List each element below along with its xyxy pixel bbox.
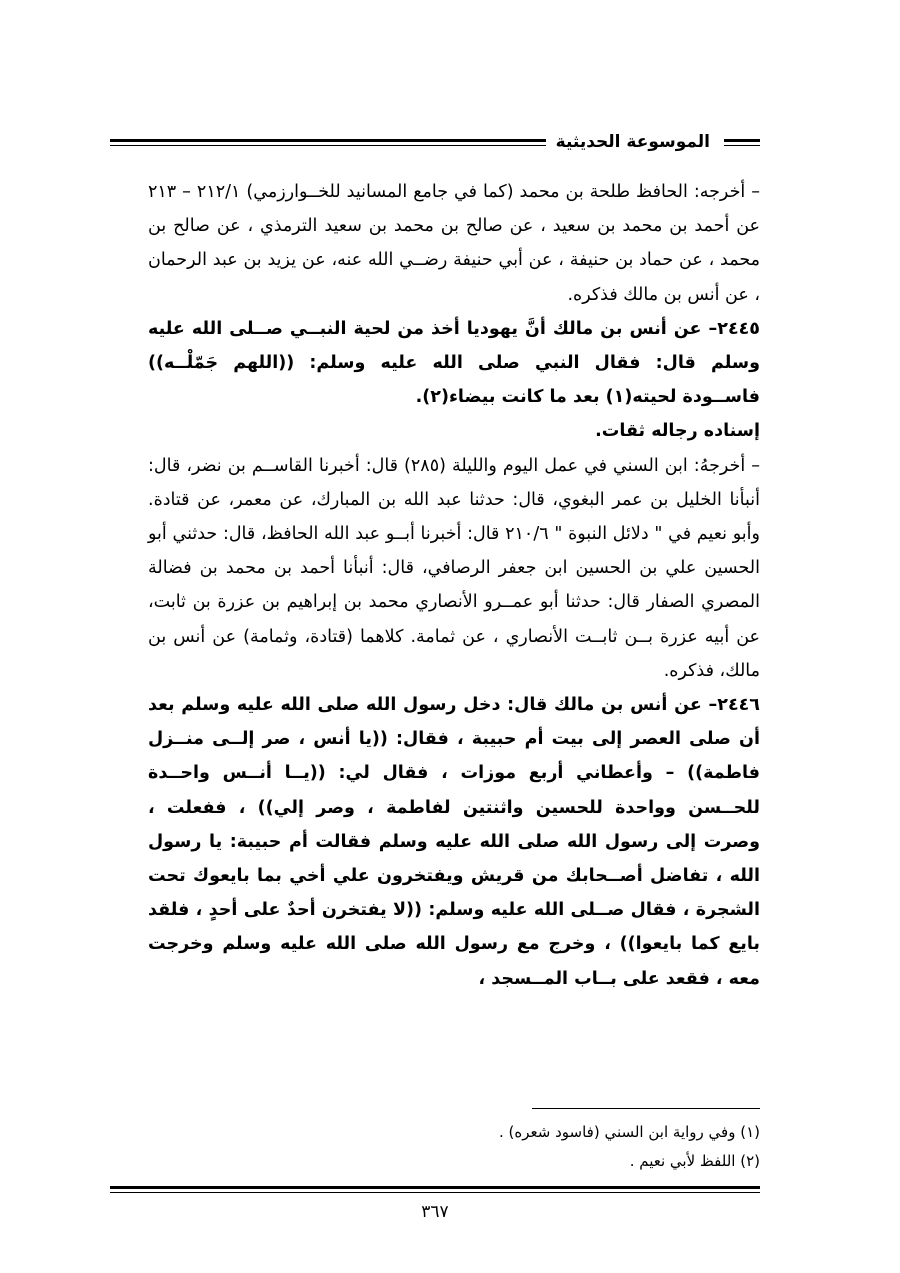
header-title: الموسوعة الحديثية [555,132,710,152]
paragraph-takhrij-2: – أخرجهُ: ابن السني في عمل اليوم والليلة (٢٨٥) قال: أخبرنا القاســم بن نضر، قال: أنبأنا الخليل بن عمر البغوي، قال: حدثنا عبد الله بن المبارك، عن معمر، عن قتادة. وأبو نعيم في " دلائل النبوة " ٢١٠/٦ قال: أخبرنا أبــو عبد الله الحافظ، قال: حدثني أبو الحسين علي بن الحسين ابن جعفر الرصافي، قال: أنبأنا أحمد بن محمد بن فضالة المصري الصفار قال: حدثنا أبو عمــرو الأنصاري محمد بن إبراهيم بن عزرة بن ثابت، عن أبيه عزرة بــن ثابــت الأنصاري ، عن ثمامة. كلاهما (قتادة، وثمامة) عن أنس بن مالك، فذكره. [148,455,761,681]
page-number: ٣٦٧ [421,1202,449,1222]
footnote-separator [532,1108,760,1109]
hadith-2445: ٢٤٤٥– عن أنس بن مالك أنَّ يهوديا أخذ من لحية النبــي صــلى الله عليه وسلم قال: فقال النبي صلى الله عليه وسلم: ((اللهم جَمّلْــه)) فاســودة لحيته(١) بعد ما كانت بيضاء(٢). [148,318,760,408]
header-rule-right [724,139,760,146]
header-rule-left [110,139,546,146]
main-text [148,175,760,996]
footnotes [148,1118,760,1176]
running-header [110,124,760,160]
footnote-1: (١) وفي رواية ابن السني (فاسود شعره) . [499,1123,760,1141]
footer-rule [110,1186,760,1193]
hadith-2446: ٢٤٤٦– عن أنس بن مالك قال: دخل رسول الله صلى الله عليه وسلم بعد أن صلى العصر إلى بيت أم حبيبة ، فقال: ((يا أنس ، صر إلــى منــزل فاطمة)) – وأعطاني أربع موزات ، فقال لي: ((يــا أنــس واحــدة للحــسن وواحدة للحسين واثنتين لفاطمة ، وصر إلي)) ، ففعلت ، وصرت إلى رسول الله صلى الله عليه وسلم فقالت أم حبيبة: يا رسول الله ، تفاضل أصــحابك من قريش ويفتخرون علي أخي بما بايعوك تحت الشجرة ، فقال صــلى الله عليه وسلم: ((لا يفتخرن أحدٌ على أحدٍ ، فلقد بايع كما بايعوا)) ، وخرج مع رسول الله صلى الله عليه وسلم وخرجت معه ، فقعد على بــاب المــسجد ، [148,695,760,989]
isnad-grading: إسناده رجاله ثقات. [595,421,760,442]
footnote-2: (٢) اللفظ لأبي نعيم . [629,1152,760,1170]
paragraph-takhrij-1: – أخرجه: الحافظ طلحة بن محمد (كما في جامع المسانيد للخــوارزمي) ٢١٢/١ – ٢١٣ عن أحمد بن محمد بن سعيد ، عن صالح بن محمد بن سعيد الترمذي ، عن صالح بن محمد ، عن حماد بن حنيفة ، عن أبي حنيفة رضــي الله عنه، عن يزيد بن عبد الرحمان ، عن أنس بن مالك فذكره. [148,182,760,305]
